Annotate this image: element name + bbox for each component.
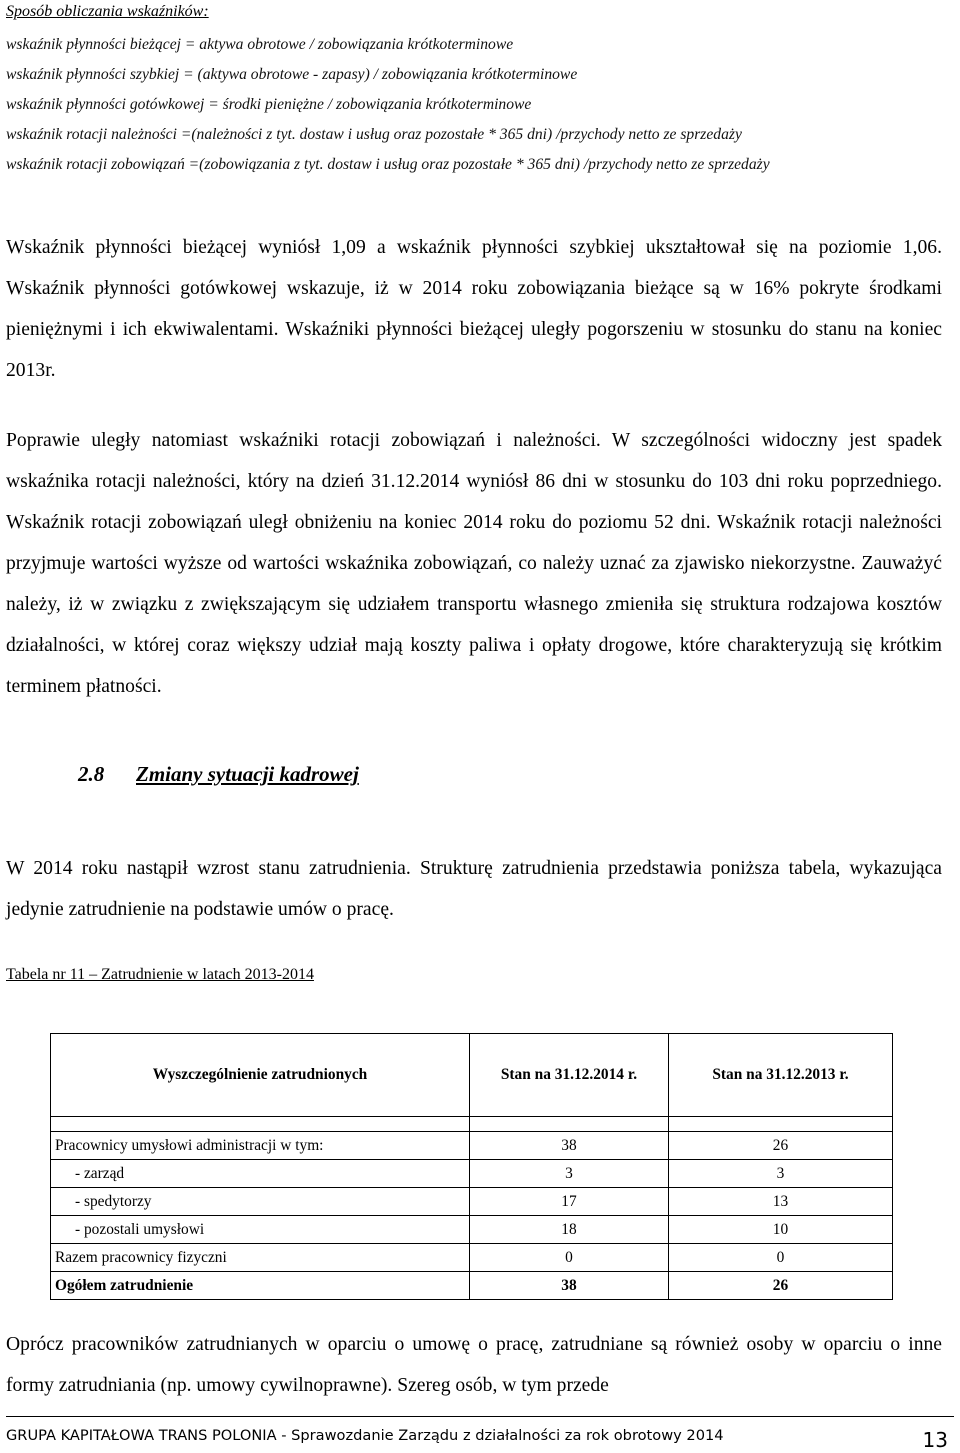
header-2013: Stan na 31.12.2013 r. bbox=[669, 1034, 893, 1117]
row-value-2013: 10 bbox=[669, 1216, 893, 1244]
ratio-formulas bbox=[6, 0, 946, 180]
spacer-cell bbox=[51, 1117, 470, 1132]
table-header-row bbox=[51, 1034, 893, 1117]
row-value-2013: 13 bbox=[669, 1188, 893, 1216]
formula-receivables-turnover: wskaźnik rotacji należności =(należności z tyt. dostaw i usług oraz pozostałe * 365 dni) /przychody netto ze sprzedaży bbox=[6, 126, 742, 143]
footer-text: GRUPA KAPITAŁOWA TRANS POLONIA - Sprawozdanie Zarządu z działalności za rok obrotowy 2014 bbox=[6, 1427, 724, 1444]
spacer-cell bbox=[669, 1117, 893, 1132]
row-label: Pracownicy umysłowi administracji w tym: bbox=[51, 1132, 470, 1160]
table-row bbox=[51, 1244, 893, 1272]
row-label: - pozostali umysłowi bbox=[51, 1216, 470, 1244]
table-spacer-row bbox=[51, 1117, 893, 1132]
turnover-paragraph: Poprawie uległy natomiast wskaźniki rotacji zobowiązań i należności. W szczególności widoczny jest spadek wskaźnika rotacji należności, który na dzień 31.12.2014 wyniósł 86 dni w stosunku do 103 dni roku poprzedniego. Wskaźnik rotacji zobowiązań uległ obniżeniu na koniec 2014 roku do poziomu 52 dni. Wskaźnik rotacji należności przyjmuje wartości wyższe od wartości wskaźnika zobowiązań, co należy uznać za zjawisko niekorzystne. Zauważyć należy, iż w związku z zwiększającym się udziałem transportu własnego zmieniła się struktura rodzajowa kosztów działalności, w której coraz większy udział mają koszty paliwa i opłaty drogowe, które charakteryzują się krótkim terminem płatności. bbox=[6, 430, 942, 697]
section-title: Zmiany sytuacji kadrowej bbox=[136, 762, 359, 786]
table-row bbox=[51, 1216, 893, 1244]
other-employment-paragraph: Oprócz pracowników zatrudnianych w oparciu o umowę o pracę, zatrudniane są również osoby w oparciu o inne formy zatrudniania (np. umowy cywilnoprawne). Szereg osób, w tym przede bbox=[6, 1334, 942, 1396]
header-category: Wyszczególnienie zatrudnionych bbox=[51, 1034, 470, 1117]
liquidity-paragraph: Wskaźnik płynności bieżącej wyniósł 1,09 a wskaźnik płynności szybkiej ukształtował się na poziomie 1,06. Wskaźnik płynności gotówkowej wskazuje, iż w 2014 roku zobowiązania bieżące są w 16% pokryte środkami pieniężnymi i ich ekwiwalentami. Wskaźniki płynności bieżącej uległy pogorszeniu w stosunku do stanu na koniec 2013r. bbox=[6, 237, 942, 381]
row-value-2014: 18 bbox=[470, 1216, 669, 1244]
formula-quick-liquidity: wskaźnik płynności szybkiej = (aktywa obrotowe - zapasy) / zobowiązania krótkoterminowe bbox=[6, 66, 578, 83]
table-caption: Tabela nr 11 – Zatrudnienie w latach 2013-2014 bbox=[6, 966, 314, 983]
header-2014: Stan na 31.12.2014 r. bbox=[470, 1034, 669, 1117]
formula-current-liquidity: wskaźnik płynności bieżącej = aktywa obrotowe / zobowiązania krótkoterminowe bbox=[6, 36, 514, 53]
row-value-2013: 26 bbox=[669, 1272, 893, 1300]
row-value-2014: 0 bbox=[470, 1244, 669, 1272]
row-value-2014: 17 bbox=[470, 1188, 669, 1216]
row-value-2013: 26 bbox=[669, 1132, 893, 1160]
row-label: - zarząd bbox=[51, 1160, 470, 1188]
spacer-cell bbox=[470, 1117, 669, 1132]
employment-table bbox=[50, 1033, 893, 1300]
employment-paragraph: W 2014 roku nastąpił wzrost stanu zatrudnienia. Strukturę zatrudnienia przedstawia poniższa tabela, wykazująca jedynie zatrudnienie na podstawie umów o pracę. bbox=[6, 858, 942, 920]
row-value-2014: 38 bbox=[470, 1132, 669, 1160]
row-value-2013: 3 bbox=[669, 1160, 893, 1188]
formula-liabilities-turnover: wskaźnik rotacji zobowiązań =(zobowiązania z tyt. dostaw i usług oraz pozostałe * 365 dni) /przychody netto ze sprzedaży bbox=[6, 156, 770, 173]
row-label: - spedytorzy bbox=[51, 1188, 470, 1216]
formulas-title: Sposób obliczania wskaźników: bbox=[6, 3, 209, 20]
table-row bbox=[51, 1188, 893, 1216]
table-row bbox=[51, 1160, 893, 1188]
section-heading bbox=[78, 762, 359, 787]
row-label: Razem pracownicy fizyczni bbox=[51, 1244, 470, 1272]
section-number: 2.8 bbox=[78, 762, 105, 786]
table-row bbox=[51, 1132, 893, 1160]
formula-cash-liquidity: wskaźnik płynności gotówkowej = środki pieniężne / zobowiązania krótkoterminowe bbox=[6, 96, 532, 113]
row-value-2013: 0 bbox=[669, 1244, 893, 1272]
page-number: 13 bbox=[922, 1428, 948, 1452]
row-label: Ogółem zatrudnienie bbox=[51, 1272, 470, 1300]
table-total-row bbox=[51, 1272, 893, 1300]
row-value-2014: 38 bbox=[470, 1272, 669, 1300]
page-footer bbox=[6, 1416, 954, 1453]
row-value-2014: 3 bbox=[470, 1160, 669, 1188]
